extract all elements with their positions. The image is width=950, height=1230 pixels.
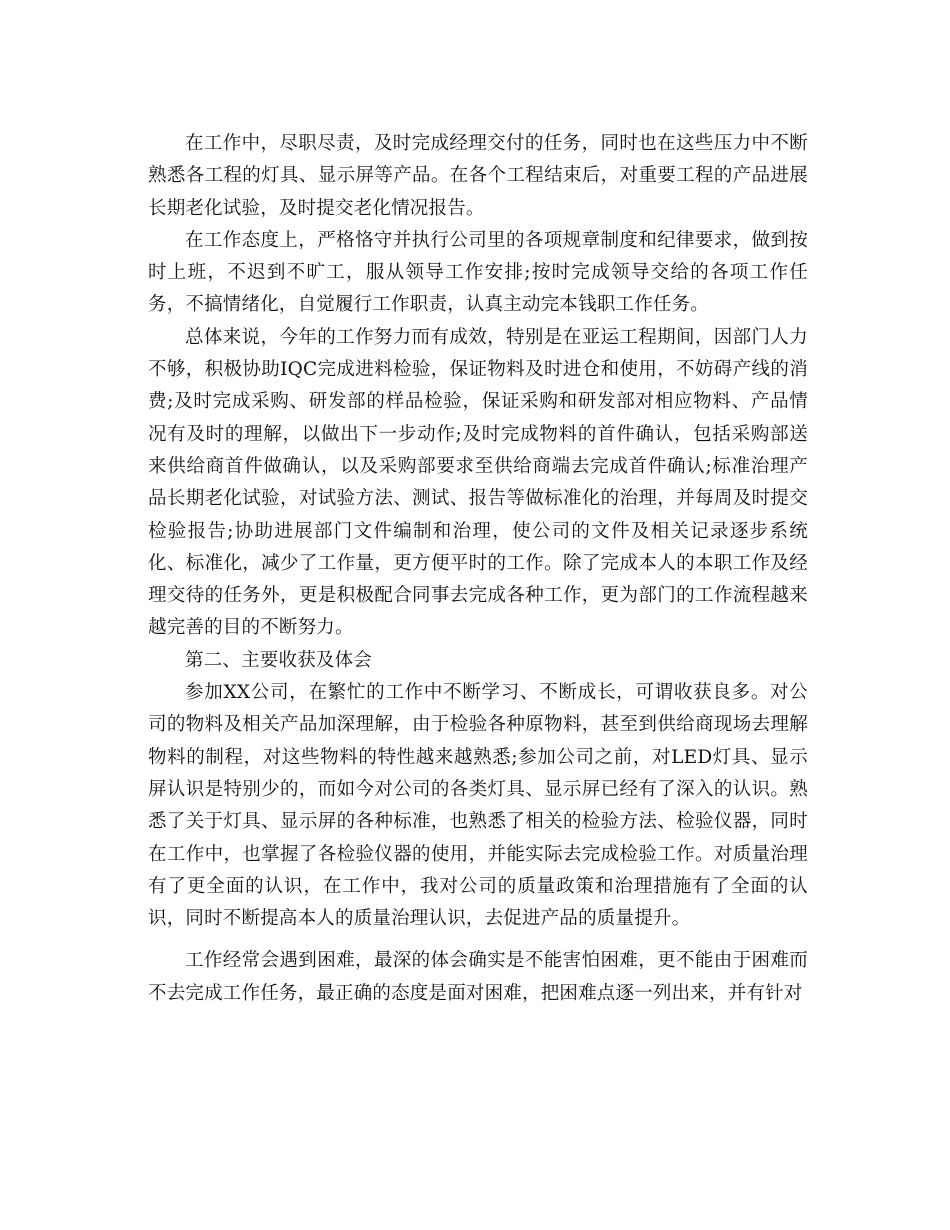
paragraph-work-attitude: 在工作态度上，严格恪守并执行公司里的各项规章制度和纪律要求，做到按时上班，不迟到不旷工，服从领导工作安排;按时完成领导交给的各项工作任务，不搞情绪化，自觉履行工作职责，认真主动完本钱职工作任务。 <box>148 229 808 316</box>
document-body <box>148 128 808 1010</box>
section-heading-main-gains: 第二、主要收获及体会 <box>185 649 373 671</box>
paragraph-overall-summary: 总体来说，今年的工作努力而有成效，特别是在亚运工程期间，因部门人力不够，积极协助IQC完成进料检验，保证物料及时进仓和使用，不妨碍产线的消费;及时完成采购、研发部的样品检验，保证采购和研发部对相应物料、产品情况有及时的理解，以做出下一步动作;及时完成物料的首件确认，包括采购部送来供给商首件做确认，以及采购部要求至供给商端去完成首件确认;标准治理产品长期老化试验，对试验方法、测试、报告等做标准化的治理，并每周及时提交检验报告;协助进展部门文件编制和治理，使公司的文件及相关记录逐步系统化、标准化，减少了工作量，更方便平时的工作。除了完成本人的本职工作及经理交待的任务外，更是积极配合同事去完成各种工作，更为部门的工作流程越来越完善的目的不断努力。 <box>148 326 808 639</box>
paragraph-difficulties: 工作经常会遇到困难，最深的体会确实是不能害怕困难，更不能由于困难而不去完成工作任务，最正确的态度是面对困难，把困难点逐一列出来，并有针对 <box>148 950 808 1004</box>
paragraph-work-duties: 在工作中，尽职尽责，及时完成经理交付的任务，同时也在这些压力中不断熟悉各工程的灯具、显示屏等产品。在各个工程结束后，对重要工程的产品进展长期老化试验，及时提交老化情况报告。 <box>148 133 808 219</box>
paragraph-gains: 参加XX公司，在繁忙的工作中不断学习、不断成长，可谓收获良多。对公司的物料及相关产品加深理解，由于检验各种原物料，甚至到供给商现场去理解物料的制程，对这些物料的特性越来越熟悉;参加公司之前，对LED灯具、显示屏认识是特别少的，而如今对公司的各类灯具、显示屏已经有了深入的认识。熟悉了关于灯具、显示屏的各种标准，也熟悉了相关的检验方法、检验仪器，同时在工作中，也掌握了各检验仪器的使用，并能实际去完成检验工作。对质量治理有了更全面的认识，在工作中，我对公司的质量政策和治理措施有了全面的认识，同时不断提高本人的质量治理认识，去促进产品的质量提升。 <box>148 682 808 930</box>
